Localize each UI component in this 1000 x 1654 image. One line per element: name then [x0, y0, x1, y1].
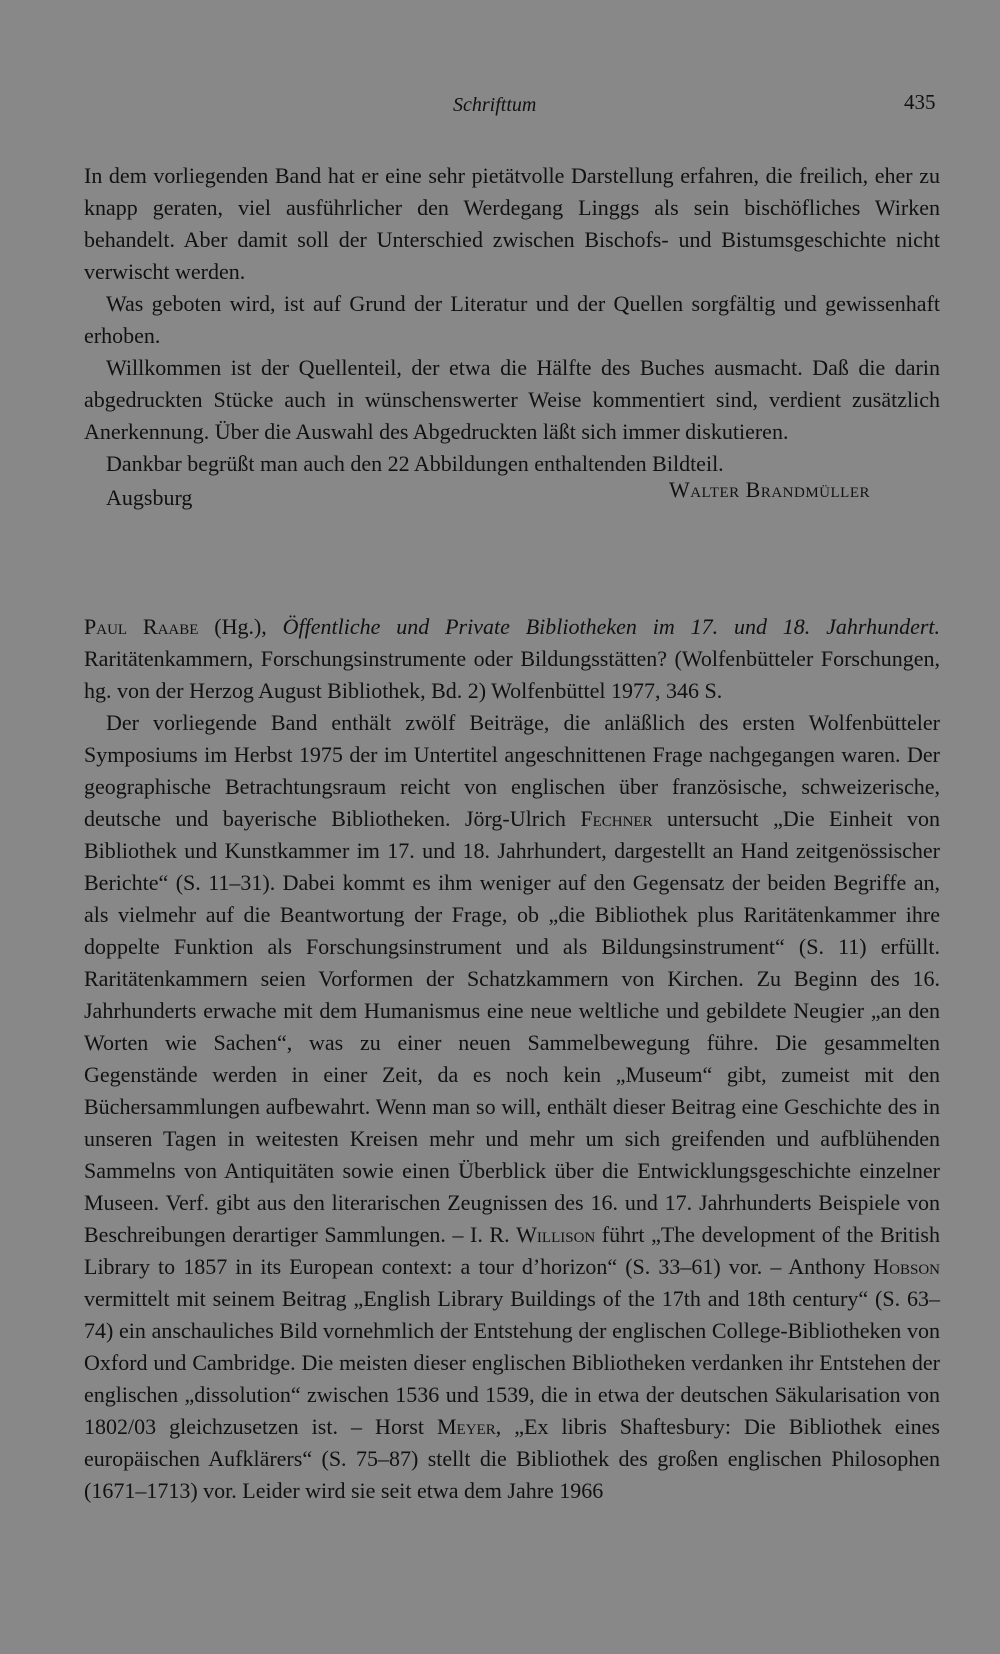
page-number: 435	[904, 90, 936, 114]
running-title: Schrifttum	[453, 94, 537, 116]
paragraph: In dem vorliegenden Band hat er eine sehr pietätvolle Darstellung erfahren, die freilich, eher zu knapp geraten, viel ausführlicher den Werdegang Linggs als sein bischöfliches Wirken behandelt. Aber damit soll der Unterschied zwischen Bischofs- und Bistumsgeschichte nicht verwischt werden.	[84, 163, 940, 284]
review-place: Augsburg	[106, 485, 193, 510]
body-text: , „Ex libris Shaftesbury: Die Bibliothek eines europäischen Aufklärers“ (S. 75–87) stellt die Bibliothek des großen englischen Philosophen (1671–1713) vor. Leider wird sie seit etwa dem Jahre 1966	[84, 1414, 940, 1503]
signature-line	[84, 477, 940, 514]
author-name: Meyer	[437, 1414, 496, 1439]
body-text: führt „The development of the British Library to 1857 in its European context: a tour d’horizon“ (S. 33–61) vor. – Anthony	[84, 1222, 940, 1279]
author-name: Hobson	[873, 1254, 940, 1279]
book-details: Raritätenkammern, Forschungsinstrumente oder Bildungsstätten? (Wolfenbütteler Forschungen, hg. von der Herzog August Bibliothek, Bd. 2) Wolfenbüttel 1977, 346 S.	[84, 646, 940, 703]
paragraph: Willkommen ist der Quellenteil, der etwa die Hälfte des Buches ausmacht. Daß die darin abgedruckten Stücke auch in wünschenswerter Weise kommentiert sind, verdient zusätzlich Anerkennung. Über die Auswahl des Abgedruckten läßt sich immer diskutieren.	[84, 355, 940, 444]
bibliographic-entry	[84, 611, 940, 707]
review-body	[84, 707, 940, 1507]
body-text: untersucht „Die Einheit von Bibliothek und Kunstkammer im 17. und 18. Jahrhundert, dargestellt an Hand zeitgenössischer Berichte“ (S. 11–31). Dabei kommt es ihm weniger auf den Gegensatz der beiden Begriffe an, als vielmehr auf die Beantwortung der Frage, ob „die Bibliothek plus Raritätenkammer ihre doppelte Funktion als Forschungsinstrument und als Bildungsinstrument“ (S. 11) erfüllt. Raritätenkammern seien Vorformen der Schatzkammern von Kirchen. Zu Beginn des 16. Jahrhunderts erwache mit dem Humanismus eine neue weltliche und gebildete Neugier „an den Worten wie Sachen“, was zu einer neuen Sammelbewegung führe. Die gesammelten Gegenstände werden in einer Zeit, da es noch kein „Museum“ gibt, zumeist mit den Büchersammlungen aufbewahrt. Wenn man so will, enthält dieser Beitrag eine Geschichte des in unseren Tagen in weitesten Kreisen mehr und mehr um sich greifenden und aufblühenden Sammelns von Antiquitäten sowie einen Überblick über die Entwicklungsgeschichte einzelner Museen. Verf. gibt aus den literarischen Zeugnissen des 16. und 17. Jahrhunderts Beispiele von Beschreibungen derartiger Sammlungen. – I. R.	[84, 806, 940, 1247]
book-author: Paul Raabe	[84, 614, 199, 639]
editor-mark: (Hg.),	[198, 614, 283, 639]
author-name: Willison	[516, 1222, 596, 1247]
reviewer-name: Walter Brandmüller	[668, 477, 870, 502]
review-continuation	[84, 160, 940, 514]
body-text: vermittelt mit seinem Beitrag „English Library Buildings of the 17th and 18th century“ (S. 63–74) ein anschauliches Bild vornehmlich der Entstehung der englischen College-Bibliotheken von Oxford und Cambridge. Die meisten dieser englischen Bibliotheken verdanken ihr Entstehen der englischen „dissolution“ zwischen 1536 und 1539, die in etwa der deutschen Säkularisation von 1802/03 gleichzusetzen ist. – Horst	[84, 1286, 940, 1439]
book-review	[84, 611, 940, 1507]
paragraph: Dankbar begrüßt man auch den 22 Abbildungen enthaltenden Bildteil.	[106, 451, 724, 476]
running-header	[0, 90, 1000, 120]
book-title: Öffentliche und Private Bibliotheken im 17. und 18. Jahrhundert.	[282, 614, 941, 639]
paragraph: Was geboten wird, ist auf Grund der Literatur und der Quellen sorgfältig und gewissenhaft erhoben.	[84, 291, 940, 348]
body-text: Der vorliegende Band enthält zwölf Beiträge, die anläßlich des ersten Wolfenbütteler Symposiums im Herbst 1975 der im Untertitel angeschnittenen Frage nachgegangen waren. Der geographische Betrachtungsraum reicht von englischen über französische, schweizerische, deutsche und bayerische Bibliotheken. Jörg-Ulrich	[84, 710, 940, 831]
author-name: Fechner	[580, 806, 653, 831]
